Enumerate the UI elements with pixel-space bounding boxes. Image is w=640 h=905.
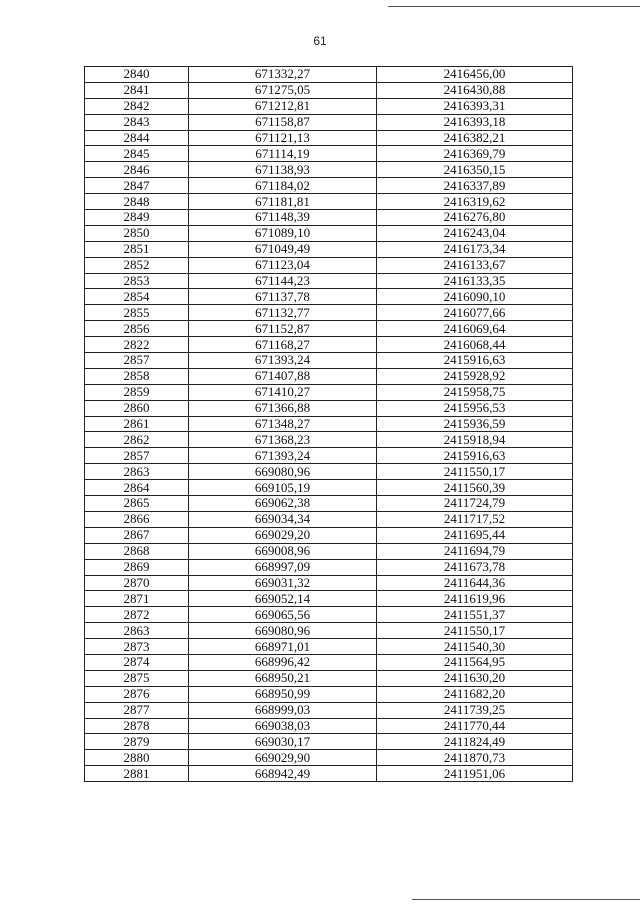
point-number-cell: 2863 [85,623,189,639]
point-number-cell: 2848 [85,194,189,210]
table-row [85,686,573,702]
table-row [85,480,573,496]
point-number-cell: 2862 [85,432,189,448]
y-coordinate-cell: 2416430,88 [377,82,573,98]
x-coordinate-cell: 671368,23 [189,432,377,448]
table-row [85,337,573,353]
point-number-cell: 2859 [85,384,189,400]
x-coordinate-cell: 671407,88 [189,368,377,384]
x-coordinate-cell: 669065,56 [189,607,377,623]
y-coordinate-cell: 2416337,89 [377,178,573,194]
y-coordinate-cell: 2416393,18 [377,114,573,130]
point-number-cell: 2845 [85,146,189,162]
x-coordinate-cell: 671393,24 [189,448,377,464]
y-coordinate-cell: 2411551,37 [377,607,573,623]
point-number-cell: 2870 [85,575,189,591]
x-coordinate-cell: 668997,09 [189,559,377,575]
point-number-cell: 2880 [85,750,189,766]
table-row [85,146,573,162]
table-row [85,496,573,512]
point-number-cell: 2857 [85,448,189,464]
point-number-cell: 2861 [85,416,189,432]
table-row [85,114,573,130]
x-coordinate-cell: 671332,27 [189,67,377,83]
table-row [85,305,573,321]
point-number-cell: 2872 [85,607,189,623]
table-row [85,591,573,607]
table-row [85,448,573,464]
y-coordinate-cell: 2415918,94 [377,432,573,448]
table-row [85,607,573,623]
point-number-cell: 2856 [85,321,189,337]
point-number-cell: 2881 [85,766,189,782]
x-coordinate-cell: 669080,96 [189,623,377,639]
y-coordinate-cell: 2411630,20 [377,670,573,686]
y-coordinate-cell: 2416456,00 [377,67,573,83]
y-coordinate-cell: 2411717,52 [377,511,573,527]
y-coordinate-cell: 2416133,67 [377,257,573,273]
y-coordinate-cell: 2411951,06 [377,766,573,782]
y-coordinate-cell: 2411673,78 [377,559,573,575]
point-number-cell: 2853 [85,273,189,289]
table-row [85,464,573,480]
x-coordinate-cell: 671132,77 [189,305,377,321]
table-row [85,130,573,146]
table-row [85,210,573,226]
table-row [85,639,573,655]
y-coordinate-cell: 2416077,66 [377,305,573,321]
point-number-cell: 2864 [85,480,189,496]
table-row [85,257,573,273]
y-coordinate-cell: 2411824,49 [377,734,573,750]
y-coordinate-cell: 2411540,30 [377,639,573,655]
y-coordinate-cell: 2415916,63 [377,353,573,369]
point-number-cell: 2868 [85,543,189,559]
table-row [85,178,573,194]
table-row [85,511,573,527]
x-coordinate-cell: 671275,05 [189,82,377,98]
x-coordinate-cell: 671137,78 [189,289,377,305]
table-row [85,384,573,400]
point-number-cell: 2849 [85,210,189,226]
y-coordinate-cell: 2411694,79 [377,543,573,559]
x-coordinate-cell: 669030,17 [189,734,377,750]
x-coordinate-cell: 669105,19 [189,480,377,496]
x-coordinate-cell: 669031,32 [189,575,377,591]
x-coordinate-cell: 669034,34 [189,511,377,527]
point-number-cell: 2873 [85,639,189,655]
x-coordinate-cell: 671114,19 [189,146,377,162]
point-number-cell: 2878 [85,718,189,734]
x-coordinate-cell: 669008,96 [189,543,377,559]
point-number-cell: 2871 [85,591,189,607]
point-number-cell: 2842 [85,98,189,114]
y-coordinate-cell: 2416068,44 [377,337,573,353]
y-coordinate-cell: 2411619,96 [377,591,573,607]
scan-edge-line-bottom [412,899,640,900]
y-coordinate-cell: 2411560,39 [377,480,573,496]
table-row [85,162,573,178]
y-coordinate-cell: 2411739,25 [377,702,573,718]
point-number-cell: 2860 [85,400,189,416]
x-coordinate-cell: 668971,01 [189,639,377,655]
point-number-cell: 2869 [85,559,189,575]
table-row [85,273,573,289]
x-coordinate-cell: 671366,88 [189,400,377,416]
table-row [85,416,573,432]
table-row [85,527,573,543]
y-coordinate-cell: 2411695,44 [377,527,573,543]
table-row [85,289,573,305]
x-coordinate-cell: 671123,04 [189,257,377,273]
x-coordinate-cell: 669029,90 [189,750,377,766]
x-coordinate-cell: 671158,87 [189,114,377,130]
y-coordinate-cell: 2416133,35 [377,273,573,289]
x-coordinate-cell: 671393,24 [189,353,377,369]
table-row [85,734,573,750]
y-coordinate-cell: 2411550,17 [377,464,573,480]
y-coordinate-cell: 2411724,79 [377,496,573,512]
y-coordinate-cell: 2411770,44 [377,718,573,734]
table-row [85,623,573,639]
x-coordinate-cell: 669029,20 [189,527,377,543]
point-number-cell: 2847 [85,178,189,194]
x-coordinate-cell: 671144,23 [189,273,377,289]
y-coordinate-cell: 2416369,79 [377,146,573,162]
point-number-cell: 2841 [85,82,189,98]
x-coordinate-cell: 669062,38 [189,496,377,512]
x-coordinate-cell: 668999,03 [189,702,377,718]
point-number-cell: 2874 [85,654,189,670]
coordinates-table [84,66,573,782]
x-coordinate-cell: 671148,39 [189,210,377,226]
point-number-cell: 2846 [85,162,189,178]
table-row [85,670,573,686]
point-number-cell: 2857 [85,353,189,369]
table-row [85,67,573,83]
page-number: 61 [313,34,327,48]
table-row [85,353,573,369]
x-coordinate-cell: 671348,27 [189,416,377,432]
table-row [85,194,573,210]
y-coordinate-cell: 2411870,73 [377,750,573,766]
point-number-cell: 2854 [85,289,189,305]
point-number-cell: 2850 [85,225,189,241]
x-coordinate-cell: 671152,87 [189,321,377,337]
y-coordinate-cell: 2416319,62 [377,194,573,210]
x-coordinate-cell: 668942,49 [189,766,377,782]
table-row [85,241,573,257]
point-number-cell: 2863 [85,464,189,480]
point-number-cell: 2855 [85,305,189,321]
point-number-cell: 2822 [85,337,189,353]
x-coordinate-cell: 671138,93 [189,162,377,178]
table-row [85,543,573,559]
y-coordinate-cell: 2415928,92 [377,368,573,384]
y-coordinate-cell: 2416069,64 [377,321,573,337]
x-coordinate-cell: 669038,03 [189,718,377,734]
y-coordinate-cell: 2415956,53 [377,400,573,416]
x-coordinate-cell: 671181,81 [189,194,377,210]
x-coordinate-cell: 668950,21 [189,670,377,686]
x-coordinate-cell: 668950,99 [189,686,377,702]
x-coordinate-cell: 671212,81 [189,98,377,114]
point-number-cell: 2876 [85,686,189,702]
table-row [85,718,573,734]
y-coordinate-cell: 2411644,36 [377,575,573,591]
table-row [85,766,573,782]
x-coordinate-cell: 671410,27 [189,384,377,400]
table-row [85,321,573,337]
x-coordinate-cell: 668996,42 [189,654,377,670]
table-row [85,559,573,575]
x-coordinate-cell: 671184,02 [189,178,377,194]
point-number-cell: 2851 [85,241,189,257]
y-coordinate-cell: 2411682,20 [377,686,573,702]
scan-edge-line-top [388,6,640,7]
table-row [85,98,573,114]
point-number-cell: 2840 [85,67,189,83]
y-coordinate-cell: 2416276,80 [377,210,573,226]
x-coordinate-cell: 669052,14 [189,591,377,607]
point-number-cell: 2867 [85,527,189,543]
point-number-cell: 2875 [85,670,189,686]
table-row [85,368,573,384]
x-coordinate-cell: 671168,27 [189,337,377,353]
y-coordinate-cell: 2416243,04 [377,225,573,241]
y-coordinate-cell: 2411550,17 [377,623,573,639]
x-coordinate-cell: 671049,49 [189,241,377,257]
y-coordinate-cell: 2416382,21 [377,130,573,146]
point-number-cell: 2879 [85,734,189,750]
point-number-cell: 2866 [85,511,189,527]
table-row [85,432,573,448]
table-row [85,702,573,718]
coordinates-table-body [85,67,573,782]
y-coordinate-cell: 2415936,59 [377,416,573,432]
y-coordinate-cell: 2416090,10 [377,289,573,305]
table-row [85,575,573,591]
table-row [85,82,573,98]
y-coordinate-cell: 2416393,31 [377,98,573,114]
table-row [85,400,573,416]
point-number-cell: 2865 [85,496,189,512]
point-number-cell: 2858 [85,368,189,384]
x-coordinate-cell: 669080,96 [189,464,377,480]
table-row [85,225,573,241]
point-number-cell: 2852 [85,257,189,273]
y-coordinate-cell: 2416350,15 [377,162,573,178]
y-coordinate-cell: 2415958,75 [377,384,573,400]
table-row [85,654,573,670]
point-number-cell: 2877 [85,702,189,718]
y-coordinate-cell: 2416173,34 [377,241,573,257]
x-coordinate-cell: 671089,10 [189,225,377,241]
y-coordinate-cell: 2411564,95 [377,654,573,670]
point-number-cell: 2844 [85,130,189,146]
point-number-cell: 2843 [85,114,189,130]
y-coordinate-cell: 2415916,63 [377,448,573,464]
table-row [85,750,573,766]
x-coordinate-cell: 671121,13 [189,130,377,146]
